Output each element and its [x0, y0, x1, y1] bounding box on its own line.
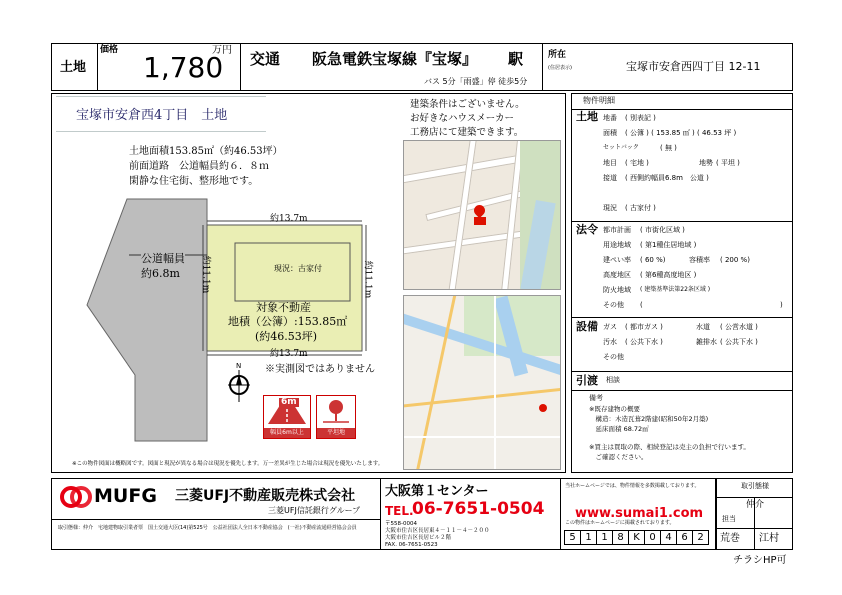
flyer-desc-1: 土地面積153.85㎡（約46.53坪） — [129, 146, 283, 157]
road-width-badge — [263, 395, 311, 439]
reg-other-paren: ( — [640, 301, 643, 309]
flyer-hp-ok: チラシHP可 — [733, 555, 787, 566]
road-value: ( 西側約幅員6.8m 公道 ) — [625, 174, 709, 182]
yoseki-label: 容積率 — [689, 256, 710, 264]
price-value: 1,780 — [143, 51, 224, 84]
kodo-label: 高度地区 — [603, 271, 631, 279]
location-label: 所在 — [548, 50, 567, 60]
bouka-value: ( 建築基準法第22条区域 ) — [640, 286, 711, 293]
chimoku-value: ( 宅地 ) — [625, 159, 649, 167]
terrain-value: ( 平坦 ) — [716, 159, 740, 167]
company-group: 三菱UFJ信託銀行グループ — [268, 506, 361, 515]
flat-land-badge — [316, 395, 356, 439]
code-digit: 6 — [676, 530, 693, 545]
area-map-pin-icon — [539, 404, 547, 412]
genkyo-value: ( 古家付 ) — [625, 204, 656, 212]
genkyo-label: 現況 — [603, 204, 617, 212]
chiban-value: ( 別表記 ) — [625, 114, 656, 122]
youto-value: ( 第1種住居地域 ) — [640, 241, 697, 249]
facility-section: 設備 — [576, 320, 598, 333]
area-map[interactable] — [403, 295, 561, 470]
land-label: 土地 — [60, 60, 87, 75]
torihiki-value: 仲介 — [746, 500, 765, 510]
torihiki-label: 取引態様 — [741, 482, 769, 490]
transport-label: 交通 — [250, 50, 281, 68]
kenpei-label: 建ぺい率 — [603, 256, 631, 264]
bottom-dimension: 約13.7m — [270, 349, 308, 359]
not-survey-note: ※実測図ではありません — [265, 364, 375, 375]
road-width-value: 6m — [281, 397, 297, 407]
condition-3: 工務店にて建築できます。 — [410, 127, 524, 138]
fax-line: FAX. 06-7651-0523 — [385, 542, 438, 548]
remark-line: 構造：木造瓦葺2階建(昭和50年2月築) — [589, 415, 709, 423]
reg-other-label: その他 — [603, 301, 624, 309]
reg-other-paren-close: ) — [780, 301, 783, 309]
property-code — [564, 530, 712, 546]
staff-name-1: 荒巻 — [720, 533, 740, 544]
details-title: 物件明細 — [583, 96, 615, 105]
target-label-1: 対象不動産 — [256, 301, 311, 314]
flyer-desc-2: 前面道路 公道幅員約６．８ｍ — [129, 161, 269, 172]
road-label: 接道 — [603, 174, 617, 182]
website-note: この物件はホームページに掲載されております。 — [565, 520, 675, 526]
remark-line: ご確認ください。 — [589, 453, 648, 461]
bus-text: バス 5分「雨盛」停 徒歩5分 — [424, 77, 528, 86]
code-digit: 2 — [692, 530, 709, 545]
code-digit: 1 — [596, 530, 613, 545]
staff-label: 担当 — [722, 515, 736, 523]
flyer-title: 宝塚市安倉西4丁目 土地 — [76, 108, 228, 123]
brand-name: MUFG — [94, 485, 157, 507]
road-width-caption: 幅員6m以上 — [264, 428, 310, 438]
remark-line: ※既存建物の概要 — [589, 405, 640, 413]
remark-line: ※買主は買取の際、相続登記は売主の負担で行います。 — [589, 443, 750, 451]
company-name: 三菱UFJ不動産販売株式会社 — [175, 488, 356, 504]
fac-other-label: その他 — [603, 353, 624, 361]
left-dimension: 約11.1m — [200, 255, 211, 294]
code-digit: 8 — [612, 530, 629, 545]
flyer-desc-3: 閑静な住宅街、整形地です。 — [129, 176, 259, 187]
land-section: 土地 — [576, 110, 598, 123]
price-unit: 万円 — [212, 45, 232, 56]
setback-value: ( 無 ) — [660, 144, 677, 152]
condition-1: 建築条件はございません。 — [410, 99, 525, 110]
kodo-value: ( 第6種高度地区 ) — [640, 271, 697, 279]
tree-icon — [317, 396, 355, 426]
location-sub: (住居表示) — [548, 65, 572, 71]
website-lead: 当社ホームページでは、物件情報を多数掲載しております。 — [565, 483, 700, 489]
target-label-2: 地積（公簿）:153.85㎡ — [228, 315, 348, 328]
water-label: 水道 — [696, 323, 710, 331]
top-dimension: 約13.7m — [270, 214, 308, 224]
regulation-section: 法令 — [576, 223, 598, 236]
code-digit: 1 — [580, 530, 597, 545]
code-digit: K — [628, 530, 645, 545]
bouka-label: 防火地域 — [603, 286, 631, 294]
toshi-label: 都市計画 — [603, 226, 631, 234]
tel-number[interactable]: 06-7651-0504 — [412, 499, 545, 519]
water-value: ( 公営水道 ) — [720, 323, 758, 331]
toshi-value: ( 市街化区域 ) — [640, 226, 685, 234]
address-line: 〒558-0004 — [385, 521, 417, 527]
transfer-value: 相談 — [606, 376, 620, 384]
tel-label: TEL. — [385, 504, 414, 518]
gas-value: ( 都市ガス ) — [625, 323, 663, 331]
staff-name-2: 江村 — [759, 533, 779, 544]
address-line: 大阪市住吉区長居東４－１１－４－２００ — [385, 528, 490, 534]
target-label-3: (約46.53坪) — [255, 330, 318, 343]
detail-map[interactable] — [403, 140, 561, 290]
drain-label: 雑排水 — [696, 338, 717, 346]
center-name: 大阪第１センター — [385, 484, 489, 499]
condition-2: お好きなハウスメーカー — [410, 113, 515, 124]
website-url[interactable]: www.sumai1.com — [575, 506, 704, 521]
address-line: 大阪市住吉区長居ビル２階 — [385, 535, 452, 541]
remark-line: 延床面積 68.72㎡ — [589, 425, 649, 433]
setback-label: セットバック — [603, 144, 639, 151]
north-arrow-icon — [226, 360, 252, 404]
sewer-value: ( 公共下水 ) — [625, 338, 663, 346]
youto-label: 用途地域 — [603, 241, 631, 249]
legal-text: 取引態様：仲介 宅地建物取引業者票 国土交通大臣(14)第525号 公益社団法人全日本不動産協会 (一社)不動産流通経営協会会員 — [58, 525, 357, 531]
road-label-2: 約6.8m — [141, 267, 180, 280]
remarks-title: 備考 — [589, 394, 603, 402]
existing-building: 現況：古家付 — [274, 264, 322, 273]
mufg-logo-icon — [60, 486, 92, 508]
location-value: 宝塚市安倉西四丁目 12-11 — [626, 60, 761, 73]
area-value: ( 公簿 ) ( 153.85 ㎡ ) ( 46.53 坪 ) — [625, 129, 737, 137]
svg-text:N: N — [236, 362, 242, 370]
line-text: 阪急電鉄宝塚線『宝塚』 — [312, 50, 478, 68]
yoseki-value: ( 200 %) — [720, 256, 750, 264]
right-dimension: 約11.1m — [362, 260, 373, 299]
flat-land-caption: 平坦地 — [317, 428, 355, 438]
transfer-section: 引渡 — [576, 374, 598, 387]
code-digit: 5 — [564, 530, 581, 545]
sewer-label: 汚水 — [603, 338, 617, 346]
flyer-footnote: ※この物件図面は概略図です。図面と現況が異なる場合は現況を優先します。万一差異が生じた場合は現況を優先いたします。 — [72, 461, 384, 467]
price-label: 価格 — [100, 45, 119, 55]
chiban-label: 地番 — [603, 114, 617, 122]
gas-label: ガス — [603, 323, 617, 331]
station-suffix: 駅 — [508, 50, 524, 68]
terrain-label: 地勢 — [699, 159, 713, 167]
area-label: 面積 — [603, 129, 617, 137]
kenpei-value: ( 60 %) — [640, 256, 666, 264]
chimoku-label: 地目 — [603, 159, 617, 167]
road-label-1: 公道幅員 — [141, 252, 185, 265]
code-digit: 4 — [660, 530, 677, 545]
code-digit: 0 — [644, 530, 661, 545]
drain-value: ( 公共下水 ) — [720, 338, 758, 346]
